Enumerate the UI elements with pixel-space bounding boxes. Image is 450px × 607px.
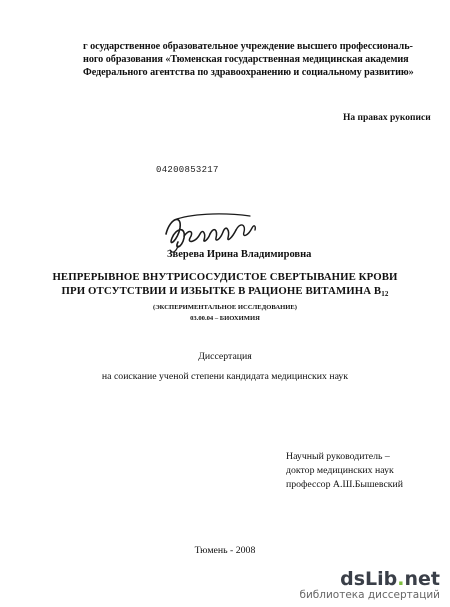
institution-line-1: г осударственное образовательное учреждение высшего профессиональ- xyxy=(83,41,413,52)
catalog-code: 04200853217 xyxy=(156,165,219,175)
supervisor-line-1: Научный руководитель – xyxy=(286,451,390,462)
vitamin-subscript: 12 xyxy=(381,290,389,298)
watermark-brand-tld: net xyxy=(404,568,440,590)
degree-sought: на соискание ученой степени кандидата медицинских наук xyxy=(101,371,349,382)
watermark-tagline: библиотека диссертаций xyxy=(299,589,440,601)
watermark-brand-main: dsLib xyxy=(340,568,398,590)
specialty-code: 03.00.04 – БИОХИМИЯ xyxy=(190,315,260,322)
title-line-2-text: ПРИ ОТСУТСТВИИ И ИЗБЫТКЕ В РАЦИОНЕ ВИТАМИНА В xyxy=(61,285,382,297)
site-watermark xyxy=(299,569,440,601)
watermark-brand xyxy=(299,569,440,589)
watermark-brand-dot: . xyxy=(397,568,405,590)
manuscript-note: На правах рукописи xyxy=(343,113,431,123)
research-type: (ЭКСПЕРИМЕНТАЛЬНОЕ ИССЛЕДОВАНИЕ) xyxy=(153,304,297,311)
title-line-2 xyxy=(0,285,450,298)
supervisor-line-3: профессор А.Ш.Бышевский xyxy=(286,479,404,490)
supervisor-line-2: доктор медицинских наук xyxy=(286,465,394,476)
author-name: Зверева Ирина Владимировна xyxy=(167,249,312,260)
institution-line-3: Федерального агентства по здравоохранению и социальному развитию» xyxy=(83,67,414,78)
work-type: Диссертация xyxy=(198,351,252,362)
city-year: Тюмень - 2008 xyxy=(194,545,256,556)
institution-line-2: ного образования «Тюменская государственная медицинская академия xyxy=(83,54,409,65)
title-line-1: НЕПРЕРЫВНОЕ ВНУТРИСОСУДИСТОЕ СВЕРТЫВАНИЕ КРОВИ xyxy=(52,271,398,283)
